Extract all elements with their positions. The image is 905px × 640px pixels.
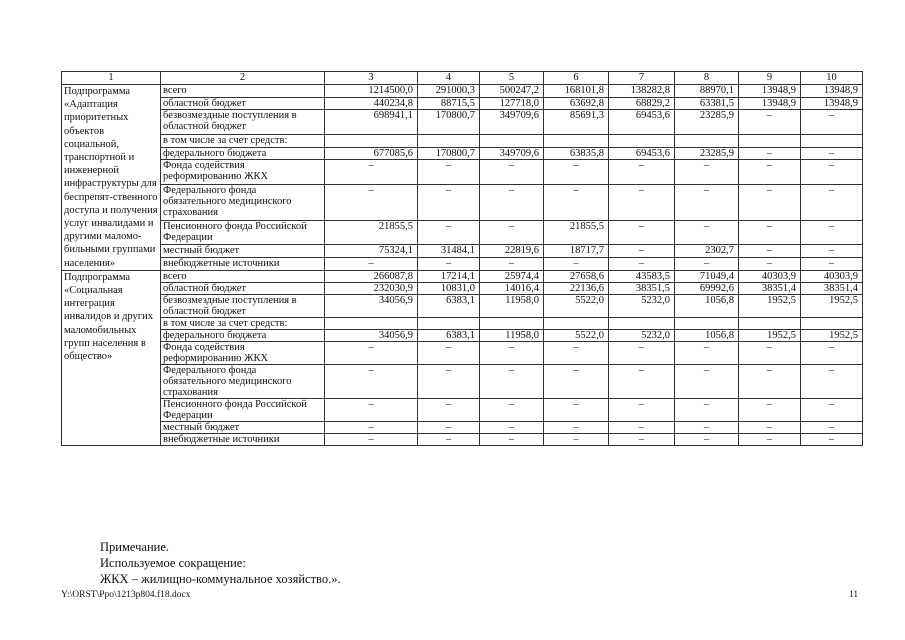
value-cell: –: [325, 433, 418, 445]
value-cell: –: [609, 421, 675, 433]
value-cell: [739, 134, 801, 147]
table-row: [62, 134, 863, 147]
table-row: [62, 110, 863, 134]
footer-file-path: Y:\ORST\Ppo\1213p804.f18.docx: [61, 590, 191, 600]
value-cell: 69992,6: [675, 282, 739, 294]
value-cell: 88970,1: [675, 85, 739, 98]
value-cell: 68829,2: [609, 97, 675, 110]
header-cell: 7: [609, 72, 675, 85]
value-cell: 11958,0: [480, 294, 544, 317]
header-cell: 4: [418, 72, 480, 85]
value-cell: 38351,4: [739, 282, 801, 294]
value-cell: –: [418, 220, 480, 244]
value-cell: –: [739, 433, 801, 445]
value-cell: 63692,8: [544, 97, 609, 110]
value-cell: –: [544, 341, 609, 364]
value-cell: 13948,9: [801, 85, 863, 98]
value-cell: 13948,9: [739, 85, 801, 98]
value-cell: –: [739, 364, 801, 398]
value-cell: 677085,6: [325, 147, 418, 160]
value-cell: –: [609, 258, 675, 271]
value-cell: 6383,1: [418, 294, 480, 317]
value-cell: 349709,6: [480, 147, 544, 160]
value-cell: –: [609, 433, 675, 445]
value-cell: [675, 317, 739, 329]
value-cell: –: [609, 220, 675, 244]
value-cell: 21855,5: [325, 220, 418, 244]
value-cell: –: [801, 364, 863, 398]
value-cell: –: [480, 341, 544, 364]
funding-source-cell: Пенсионного фонда Российской Федерации: [161, 398, 325, 421]
value-cell: 138282,8: [609, 85, 675, 98]
value-cell: 349709,6: [480, 110, 544, 134]
funding-source-cell: в том числе за счет средств:: [161, 134, 325, 147]
funding-source-cell: областной бюджет: [161, 282, 325, 294]
value-cell: [544, 134, 609, 147]
value-cell: –: [325, 160, 418, 184]
funding-source-cell: местный бюджет: [161, 245, 325, 258]
value-cell: –: [325, 398, 418, 421]
value-cell: –: [801, 184, 863, 220]
value-cell: [675, 134, 739, 147]
value-cell: –: [739, 341, 801, 364]
value-cell: –: [480, 421, 544, 433]
value-cell: 40303,9: [739, 270, 801, 282]
value-cell: –: [801, 341, 863, 364]
value-cell: [325, 134, 418, 147]
value-cell: 14016,4: [480, 282, 544, 294]
value-cell: –: [675, 421, 739, 433]
value-cell: 18717,7: [544, 245, 609, 258]
funding-source-cell: Федерального фонда обязательного медицинского страхования: [161, 364, 325, 398]
value-cell: 500247,2: [480, 85, 544, 98]
value-cell: –: [801, 245, 863, 258]
value-cell: –: [609, 341, 675, 364]
value-cell: –: [418, 364, 480, 398]
value-cell: 22136,6: [544, 282, 609, 294]
funding-source-cell: местный бюджет: [161, 421, 325, 433]
value-cell: 1952,5: [739, 294, 801, 317]
value-cell: 170800,7: [418, 147, 480, 160]
value-cell: [418, 134, 480, 147]
value-cell: 43583,5: [609, 270, 675, 282]
value-cell: –: [325, 341, 418, 364]
funding-source-cell: федерального бюджета: [161, 329, 325, 341]
funding-source-cell: федерального бюджета: [161, 147, 325, 160]
funding-source-cell: в том числе за счет средств:: [161, 317, 325, 329]
value-cell: 168101,8: [544, 85, 609, 98]
table-row: [62, 398, 863, 421]
value-cell: –: [675, 433, 739, 445]
table-row: [62, 317, 863, 329]
value-cell: –: [609, 245, 675, 258]
value-cell: 75324,1: [325, 245, 418, 258]
value-cell: 17214,1: [418, 270, 480, 282]
value-cell: 440234,8: [325, 97, 418, 110]
funding-source-cell: Федерального фонда обязательного медицинского страхования: [161, 184, 325, 220]
value-cell: –: [480, 258, 544, 271]
value-cell: [801, 134, 863, 147]
note-block: [100, 539, 341, 587]
value-cell: –: [418, 433, 480, 445]
value-cell: –: [480, 160, 544, 184]
value-cell: –: [609, 364, 675, 398]
value-cell: [609, 317, 675, 329]
value-cell: –: [739, 245, 801, 258]
value-cell: 1056,8: [675, 294, 739, 317]
value-cell: 23285,9: [675, 147, 739, 160]
value-cell: [418, 317, 480, 329]
value-cell: –: [544, 184, 609, 220]
table-row: [62, 220, 863, 244]
table-row: [62, 85, 863, 98]
value-cell: –: [544, 160, 609, 184]
value-cell: 40303,9: [801, 270, 863, 282]
value-cell: 85691,3: [544, 110, 609, 134]
value-cell: [801, 317, 863, 329]
table-row: [62, 421, 863, 433]
funding-source-cell: внебюджетные источники: [161, 258, 325, 271]
header-cell: 6: [544, 72, 609, 85]
value-cell: –: [675, 341, 739, 364]
table-row: [62, 245, 863, 258]
note-line: ЖКХ – жилищно-коммунальное хозяйство.».: [100, 572, 341, 586]
table-row: [62, 341, 863, 364]
value-cell: 1952,5: [739, 329, 801, 341]
value-cell: 1952,5: [801, 329, 863, 341]
value-cell: 23285,9: [675, 110, 739, 134]
value-cell: 11958,0: [480, 329, 544, 341]
value-cell: 69453,6: [609, 147, 675, 160]
value-cell: 88715,5: [418, 97, 480, 110]
value-cell: 63381,5: [675, 97, 739, 110]
header-cell: 3: [325, 72, 418, 85]
value-cell: 13948,9: [739, 97, 801, 110]
value-cell: 232030,9: [325, 282, 418, 294]
funding-source-cell: всего: [161, 270, 325, 282]
value-cell: –: [544, 364, 609, 398]
note-line: Используемое сокращение:: [100, 556, 246, 570]
value-cell: 38351,4: [801, 282, 863, 294]
value-cell: 34056,9: [325, 294, 418, 317]
funding-source-cell: безвозмездные поступления в областной бюджет: [161, 294, 325, 317]
value-cell: 5232,0: [609, 329, 675, 341]
value-cell: –: [480, 220, 544, 244]
program-name-cell: Подпрограмма «Социальная интеграция инвалидов и других маломобильных групп населения в общество»: [62, 270, 161, 445]
value-cell: –: [739, 184, 801, 220]
value-cell: –: [675, 258, 739, 271]
value-cell: –: [325, 421, 418, 433]
table-row: [62, 97, 863, 110]
value-cell: –: [801, 160, 863, 184]
table-row: [62, 329, 863, 341]
value-cell: 27658,6: [544, 270, 609, 282]
value-cell: –: [418, 421, 480, 433]
value-cell: –: [325, 184, 418, 220]
value-cell: 1056,8: [675, 329, 739, 341]
value-cell: 13948,9: [801, 97, 863, 110]
value-cell: –: [675, 364, 739, 398]
value-cell: –: [801, 258, 863, 271]
value-cell: 5522,0: [544, 329, 609, 341]
value-cell: [325, 317, 418, 329]
value-cell: –: [739, 421, 801, 433]
table-row: [62, 282, 863, 294]
value-cell: [480, 317, 544, 329]
value-cell: 291000,3: [418, 85, 480, 98]
page-number: 11: [849, 590, 859, 600]
value-cell: –: [675, 398, 739, 421]
value-cell: –: [739, 398, 801, 421]
funding-source-cell: Пенсионного фонда Российской Федерации: [161, 220, 325, 244]
value-cell: [480, 134, 544, 147]
table-row: [62, 364, 863, 398]
value-cell: [544, 317, 609, 329]
header-row: [62, 72, 863, 85]
value-cell: –: [418, 398, 480, 421]
value-cell: [739, 317, 801, 329]
value-cell: –: [739, 160, 801, 184]
funding-source-cell: всего: [161, 85, 325, 98]
note-title: Примечание.: [100, 540, 170, 554]
value-cell: –: [418, 258, 480, 271]
value-cell: 170800,7: [418, 110, 480, 134]
value-cell: 5522,0: [544, 294, 609, 317]
value-cell: 63835,8: [544, 147, 609, 160]
value-cell: 6383,1: [418, 329, 480, 341]
table-row: [62, 258, 863, 271]
funding-source-cell: Фонда содействия реформированию ЖКХ: [161, 341, 325, 364]
value-cell: –: [739, 258, 801, 271]
table-row: [62, 184, 863, 220]
value-cell: –: [544, 433, 609, 445]
value-cell: –: [325, 364, 418, 398]
table-body: [62, 85, 863, 446]
header-cell: 10: [801, 72, 863, 85]
value-cell: –: [801, 110, 863, 134]
value-cell: 266087,8: [325, 270, 418, 282]
value-cell: –: [609, 398, 675, 421]
funding-source-cell: безвозмездные поступления в областной бюджет: [161, 110, 325, 134]
header-cell: 9: [739, 72, 801, 85]
value-cell: 34056,9: [325, 329, 418, 341]
header-cell: 8: [675, 72, 739, 85]
funding-source-cell: Фонда содействия реформированию ЖКХ: [161, 160, 325, 184]
value-cell: 25974,4: [480, 270, 544, 282]
value-cell: 1214500,0: [325, 85, 418, 98]
table-row: [62, 433, 863, 445]
value-cell: –: [480, 364, 544, 398]
value-cell: –: [801, 398, 863, 421]
program-name-cell: Подпрограмма «Адаптация приоритетных объектов социальной, транспортной и инженерной инфраструктуры для беспрепят-ственного доступа и получения услуг инвалидами и другими маломо-бильными группами населения»: [62, 85, 161, 271]
value-cell: –: [609, 184, 675, 220]
value-cell: –: [418, 184, 480, 220]
value-cell: 38351,5: [609, 282, 675, 294]
value-cell: 10831,0: [418, 282, 480, 294]
value-cell: 127718,0: [480, 97, 544, 110]
header-cell: 5: [480, 72, 544, 85]
funding-source-cell: внебюджетные источники: [161, 433, 325, 445]
value-cell: –: [609, 160, 675, 184]
table-row: [62, 160, 863, 184]
value-cell: –: [739, 110, 801, 134]
value-cell: 31484,1: [418, 245, 480, 258]
value-cell: –: [675, 184, 739, 220]
value-cell: –: [739, 220, 801, 244]
value-cell: –: [418, 341, 480, 364]
header-cell: 2: [161, 72, 325, 85]
value-cell: –: [418, 160, 480, 184]
header-cell: 1: [62, 72, 161, 85]
table-row: [62, 270, 863, 282]
value-cell: 1952,5: [801, 294, 863, 317]
value-cell: –: [480, 398, 544, 421]
table-row: [62, 294, 863, 317]
value-cell: 2302,7: [675, 245, 739, 258]
value-cell: 71049,4: [675, 270, 739, 282]
value-cell: –: [480, 433, 544, 445]
value-cell: –: [325, 258, 418, 271]
value-cell: –: [544, 398, 609, 421]
value-cell: –: [801, 433, 863, 445]
budget-table: [61, 71, 863, 446]
value-cell: –: [801, 147, 863, 160]
value-cell: 69453,6: [609, 110, 675, 134]
value-cell: –: [480, 184, 544, 220]
value-cell: –: [544, 421, 609, 433]
value-cell: –: [675, 160, 739, 184]
funding-source-cell: областной бюджет: [161, 97, 325, 110]
table-row: [62, 147, 863, 160]
value-cell: [609, 134, 675, 147]
value-cell: –: [544, 258, 609, 271]
value-cell: –: [739, 147, 801, 160]
value-cell: –: [801, 220, 863, 244]
value-cell: 698941,1: [325, 110, 418, 134]
value-cell: 5232,0: [609, 294, 675, 317]
value-cell: 21855,5: [544, 220, 609, 244]
value-cell: 22819,6: [480, 245, 544, 258]
value-cell: –: [801, 421, 863, 433]
value-cell: –: [675, 220, 739, 244]
